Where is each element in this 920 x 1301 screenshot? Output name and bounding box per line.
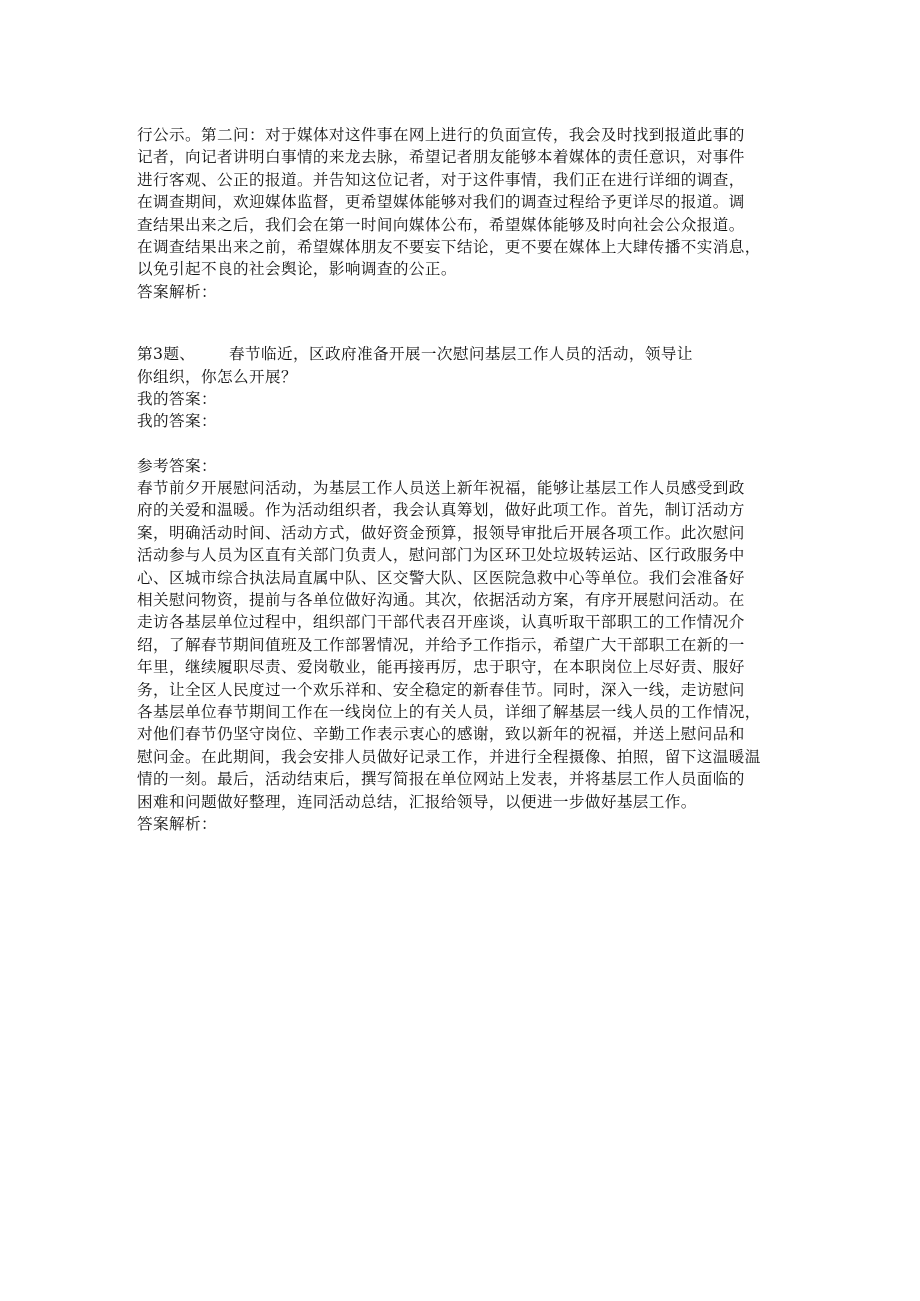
answer-line: 记者，向记者讲明白事情的来龙去脉，希望记者朋友能够本着媒体的责任意识，对事件 bbox=[137, 148, 745, 167]
reference-line: 各基层单位春节期间工作在一线岗位上的有关人员，详细了解基层一线人员的工作情况， bbox=[137, 702, 761, 721]
answer-line: 以免引起不良的社会舆论，影响调查的公正。 bbox=[137, 260, 457, 279]
answer-line: 进行客观、公正的报道。并告知这位记者，对于这件事情，我们正在进行详细的调查， bbox=[137, 170, 745, 189]
reference-line: 府的关爱和温暖。作为活动组织者，我会认真筹划，做好此项工作。首先，制订活动方 bbox=[137, 501, 745, 520]
reference-line: 走访各基层单位过程中，组织部门干部代表召开座谈，认真听取干部职工的工作情况介 bbox=[137, 613, 745, 632]
reference-answer-text bbox=[137, 477, 789, 813]
reference-line: 心、区城市综合执法局直属中队、区交警大队、区医院急救中心等单位。我们会准备好 bbox=[137, 568, 745, 587]
reference-line: 案，明确活动时间、活动方式，做好资金预算，报领导审批后开展各项工作。此次慰问 bbox=[137, 523, 745, 542]
answer-line: 在调查期间，欢迎媒体监督，更希望媒体能够对我们的调查过程给予更详尽的报道。调 bbox=[137, 193, 745, 212]
reference-line: 慰问金。在此期间，我会安排人员做好记录工作，并进行全程摄像、拍照，留下这温暖温 bbox=[137, 747, 761, 766]
reference-line: 对他们春节仍坚守岗位、辛勤工作表示衷心的感谢，致以新年的祝福，并送上慰问品和 bbox=[137, 725, 745, 744]
reference-line: 困难和问题做好整理，连同活动总结，汇报给领导，以便进一步做好基层工作。 bbox=[137, 792, 697, 811]
document-page bbox=[137, 124, 789, 835]
answer-line: 查结果出来之后，我们会在第一时间向媒体公布，希望媒体能够及时向社会公众报道。 bbox=[137, 215, 745, 234]
my-answer-label: 我的答案： bbox=[137, 389, 217, 408]
question-text-line1: 春节临近，区政府准备开展一次慰问基层工作人员的活动，领导让 bbox=[229, 345, 693, 364]
reference-line: 活动参与人员为区直有关部门负责人，慰问部门为区环卫处垃圾转运站、区行政服务中 bbox=[137, 546, 745, 565]
my-answer-label: 我的答案： bbox=[137, 412, 217, 431]
reference-line: 情的一刻。最后，活动结束后，撰写简报在单位网站上发表，并将基层工作人员面临的 bbox=[137, 770, 745, 789]
question-title bbox=[137, 343, 789, 365]
reference-line: 务，让全区人民度过一个欢乐祥和、安全稳定的新春佳节。同时，深入一线，走访慰问 bbox=[137, 680, 745, 699]
answer-line: 在调查结果出来之前，希望媒体朋友不要妄下结论，更不要在媒体上大肆传播不实消息， bbox=[137, 237, 761, 256]
question-number: 第3题、 bbox=[137, 345, 196, 364]
reference-answer-label: 参考答案： bbox=[137, 456, 217, 475]
reference-line: 年里，继续履职尽责、爱岗敬业，能再接再厉，忠于职守，在本职岗位上尽好责、服好 bbox=[137, 658, 745, 677]
analysis-label: 答案解析： bbox=[137, 814, 217, 833]
answer-line: 行公示。第二问：对于媒体对这件事在网上进行的负面宣传，我会及时找到报道此事的 bbox=[137, 126, 745, 144]
question-text-line2: 你组织，你怎么开展？ bbox=[137, 367, 297, 386]
previous-answer-text bbox=[137, 124, 789, 281]
reference-line: 春节前夕开展慰问活动，为基层工作人员送上新年祝福，能够让基层工作人员感受到政 bbox=[137, 479, 745, 498]
reference-line: 相关慰问物资，提前与各单位做好沟通。其次，依据活动方案，有序开展慰问活动。在 bbox=[137, 591, 745, 610]
reference-line: 绍，了解春节期间值班及工作部署情况，并给予工作指示，希望广大干部职工在新的一 bbox=[137, 635, 745, 654]
analysis-label: 答案解析： bbox=[137, 282, 217, 301]
